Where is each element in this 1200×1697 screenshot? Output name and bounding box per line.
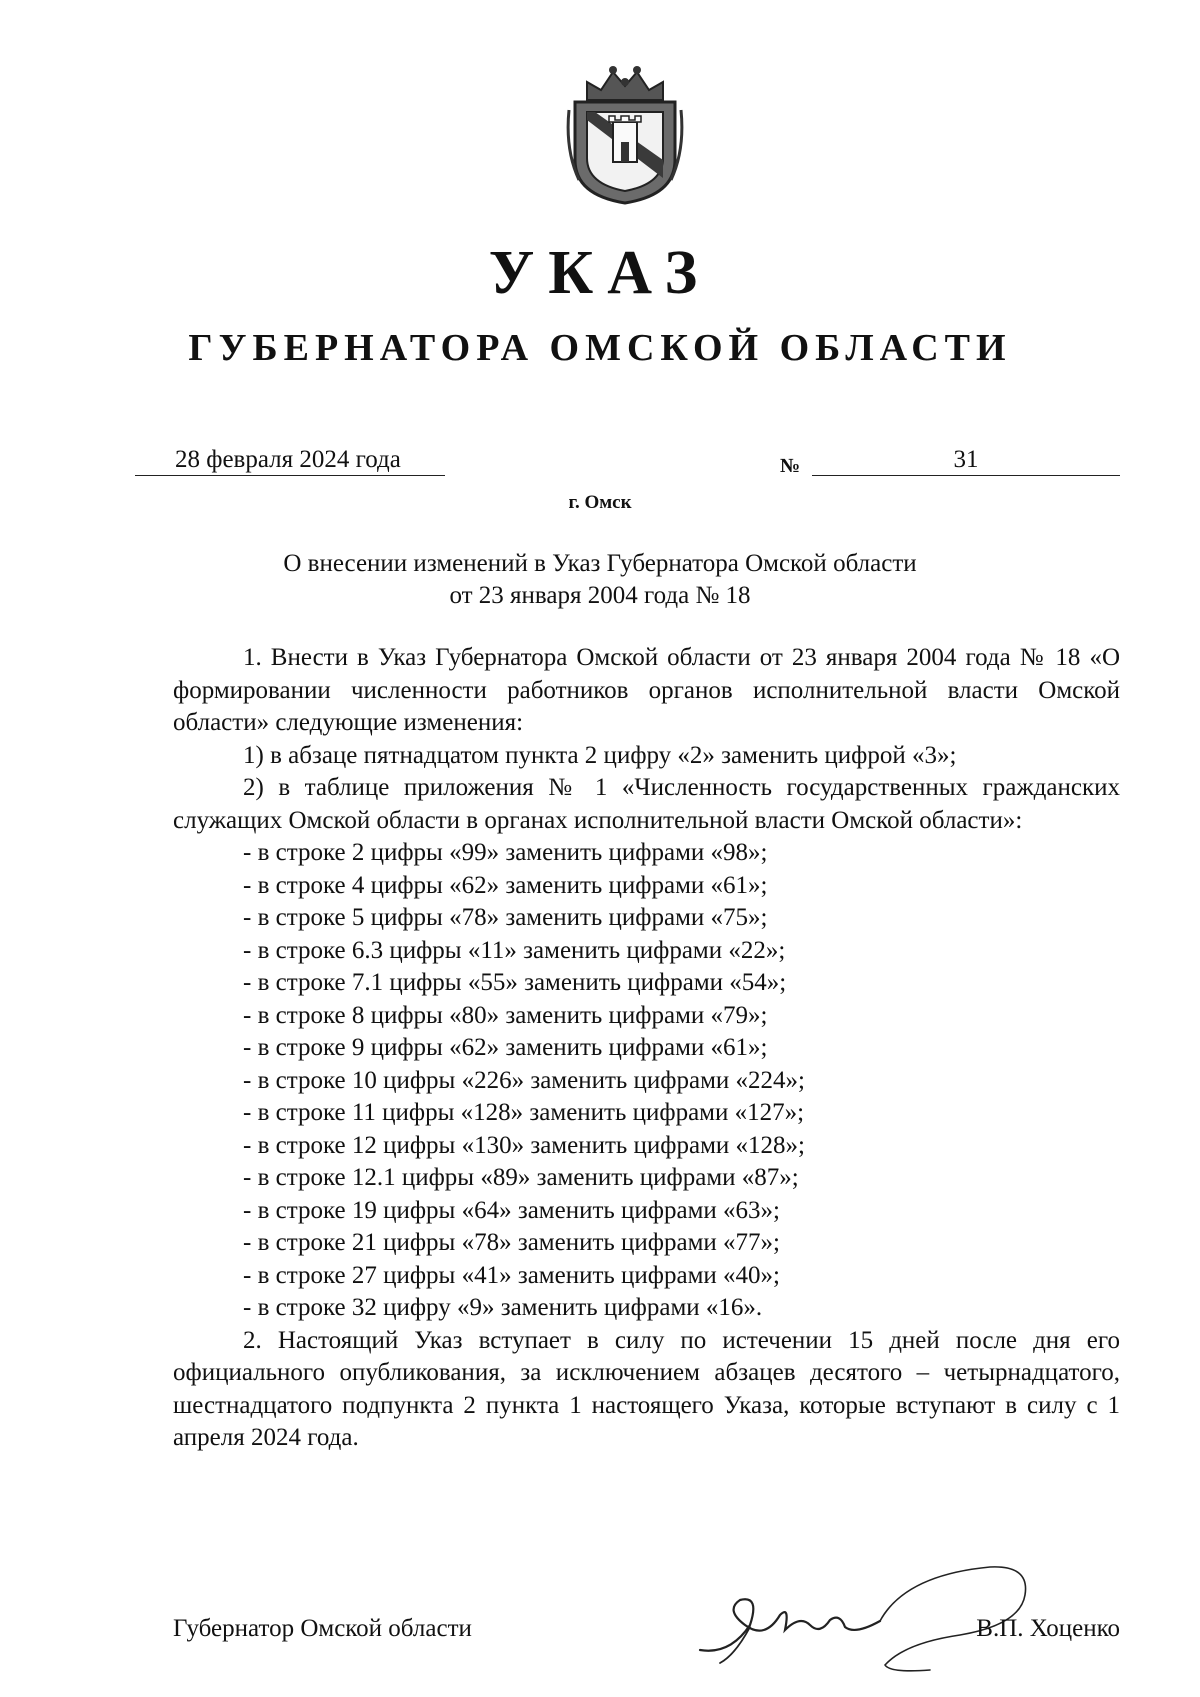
list-item: - в строке 10 цифры «226» заменить цифрами «224»; <box>243 1066 805 1094</box>
paragraph: 1. Внести в Указ Губернатора Омской области от 23 января 2004 года № 18 «О формировании численности работников органов исполнительной власти Омской области» следующие изменения: <box>173 644 1120 736</box>
list-item: - в строке 2 цифры «99» заменить цифрами «98»; <box>243 839 768 866</box>
list-item: - в строке 11 цифры «128» заменить цифрами «127»; <box>243 1099 805 1126</box>
list-item: - в строке 19 цифры «64» заменить цифрами «63»; <box>243 1196 780 1224</box>
list-item: - в строке 27 цифры «41» заменить цифрами «40»; <box>243 1261 780 1289</box>
list-item: - в строке 12 цифры «130» заменить цифрами «128»; <box>243 1131 805 1159</box>
list-item: - в строке 6.3 цифры «11» заменить цифрами «22»; <box>243 936 786 964</box>
list-item: - в строке 7.1 цифры «55» заменить цифрами «54»; <box>243 969 787 996</box>
decree-body <box>173 642 1120 1455</box>
decree-date: 28 февраля 2024 года <box>135 445 445 476</box>
decree-number: 31 <box>812 445 1120 476</box>
paragraph: 1) в абзаце пятнадцатом пункта 2 цифру «2» заменить цифрой «3»; <box>243 741 957 769</box>
list-item: - в строке 8 цифры «80» заменить цифрами «79»; <box>243 1001 768 1029</box>
paragraph: 2. Настоящий Указ вступает в силу по истечении 15 дней после дня его официального опубликования, за исключением абзацев десятого – четырнадцатого, шестнадцатого подпункта 2 пункта 1 настоящего Указа, которые вступают в силу с 1 апреля 2024 года. <box>173 1326 1120 1451</box>
omsk-region-coat-of-arms-icon <box>565 60 685 205</box>
list-item: - в строке 4 цифры «62» заменить цифрами «61»; <box>243 871 768 899</box>
decree-heading-line: О внесении изменений в Указ Губернатора Омской области <box>283 550 917 577</box>
list-item: - в строке 32 цифру «9» заменить цифрами «16». <box>243 1294 763 1321</box>
list-item: - в строке 21 цифры «78» заменить цифрами «77»; <box>243 1229 780 1256</box>
decree-heading-line: от 23 января 2004 года № 18 <box>449 582 751 609</box>
document-subtitle: ГУБЕРНАТОРА ОМСКОЙ ОБЛАСТИ <box>188 327 1012 369</box>
list-item: - в строке 5 цифры «78» заменить цифрами «75»; <box>243 904 768 931</box>
list-item: - в строке 9 цифры «62» заменить цифрами «61»; <box>243 1034 768 1061</box>
document-title: УКАЗ <box>488 239 712 307</box>
signatory-role: Губернатор Омской области <box>173 1615 472 1642</box>
decree-heading <box>0 548 1200 612</box>
signatory-name: В.П. Хоценко <box>976 1615 1120 1642</box>
decree-number-label: № <box>780 455 801 477</box>
decree-city: г. Омск <box>568 492 632 513</box>
list-item: - в строке 12.1 цифры «89» заменить цифрами «87»; <box>243 1164 799 1191</box>
paragraph: 2) в таблице приложения № 1 «Численность государственных гражданских служащих Омской области в органах исполнительной власти Омской области»: <box>173 774 1120 834</box>
